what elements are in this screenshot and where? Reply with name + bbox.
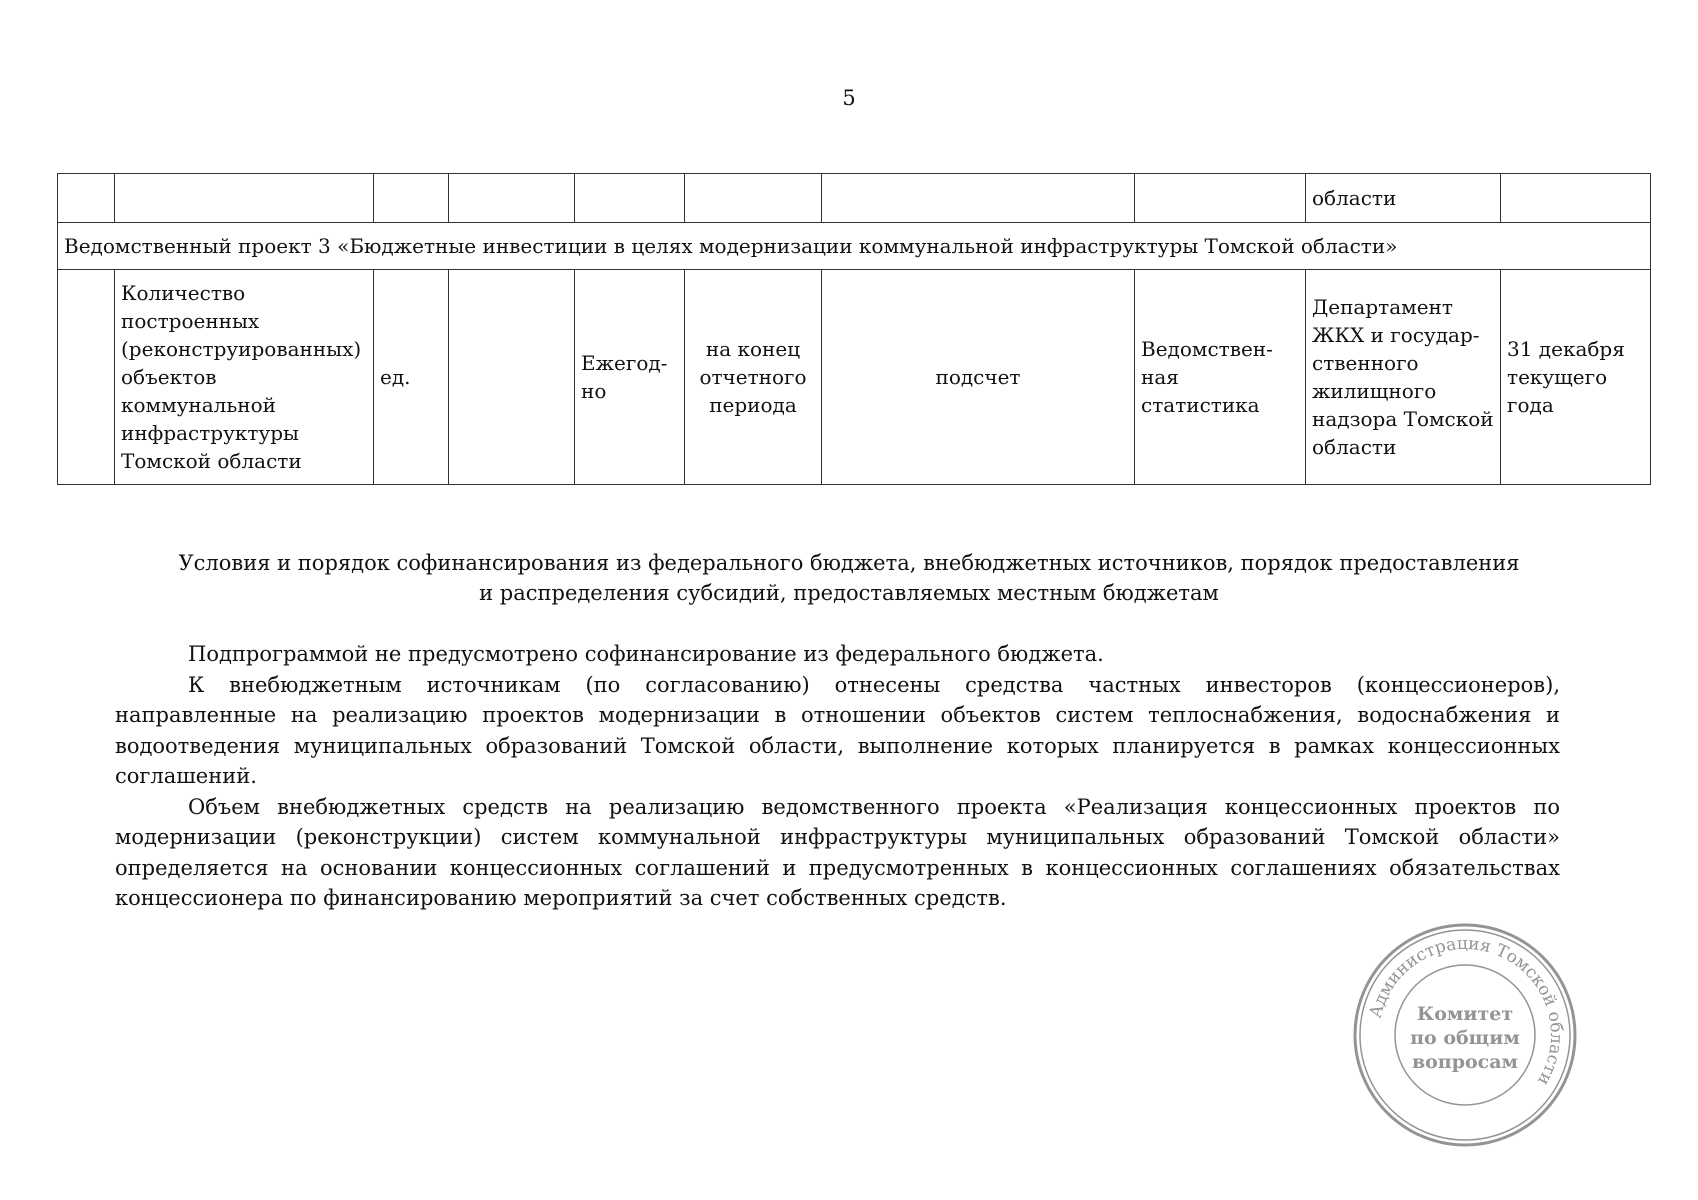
project-title: Ведомственный проект 3 «Бюджетные инвестиции в целях модернизации коммунальной инфраструктуры Томской области» xyxy=(58,223,1651,270)
paragraph: Подпрограммой не предусмотрено софинансирование из федерального бюджета. xyxy=(188,642,1104,666)
method-cell: подсчет xyxy=(822,270,1135,485)
table-cell xyxy=(1501,174,1651,223)
stamp-center-text: по общим xyxy=(1410,1027,1520,1049)
table-cell xyxy=(575,174,685,223)
responsible-cell: области xyxy=(1306,174,1501,223)
table-cell xyxy=(58,174,115,223)
deadline-cell: 31 декабря текущего года xyxy=(1501,270,1651,485)
section-heading-line: и распределения субсидий, предоставляемых местным бюджетам xyxy=(479,581,1219,605)
table-row xyxy=(58,174,1651,223)
table-row xyxy=(58,270,1651,485)
indicators-table xyxy=(57,173,1651,485)
section-heading xyxy=(0,548,1698,608)
row-number-cell xyxy=(58,270,115,485)
unit-cell: ед. xyxy=(374,270,449,485)
project-header-row xyxy=(58,223,1651,270)
table-cell xyxy=(449,174,575,223)
paragraph: К внебюджетным источникам (по согласованию) отнесены средства частных инвесторов (концессионеров), направленные на реализацию проектов модернизации в отношении объектов систем теплоснабжения, водоснабжения и водоотведения муниципальных образований Томской области, выполнение которых планируется в рамках концессионных соглашений. xyxy=(115,672,1560,788)
table-cell xyxy=(374,174,449,223)
section-body xyxy=(115,639,1560,914)
table-cell xyxy=(115,174,374,223)
table-cell xyxy=(449,270,575,485)
responsible-cell: Департамент ЖКХ и государ-ственного жилищного надзора Томской области xyxy=(1306,270,1501,485)
frequency-cell: Ежегод-но xyxy=(575,270,685,485)
page-number: 5 xyxy=(842,86,856,110)
official-stamp xyxy=(1350,920,1580,1150)
table-cell xyxy=(1135,174,1306,223)
stamp-center-text: вопросам xyxy=(1411,1051,1519,1073)
stamp-center-text: Комитет xyxy=(1416,1003,1514,1025)
paragraph: Объем внебюджетных средств на реализацию ведомственного проекта «Реализация концессионных проектов по модернизации (реконструкции) систем коммунальной инфраструктуры муниципальных образований Томской области» определяется на основании концессионных соглашений и предусмотренных в концессионных соглашениях обязательствах концессионера по финансированию мероприятий за счет собственных средств. xyxy=(115,794,1560,910)
source-cell: Ведомствен-ная статистика xyxy=(1135,270,1306,485)
table-cell xyxy=(822,174,1135,223)
stamp-ring-text-path: Администрация Томской области xyxy=(1365,933,1567,1089)
indicator-name-cell: Количество построенных (реконструированных) объектов коммунальной инфраструктуры Томской области xyxy=(115,270,374,485)
timing-cell: на конец отчетного периода xyxy=(685,270,822,485)
table-cell xyxy=(685,174,822,223)
section-heading-line: Условия и порядок софинансирования из федерального бюджета, внебюджетных источников, порядок предоставления xyxy=(178,551,1520,575)
